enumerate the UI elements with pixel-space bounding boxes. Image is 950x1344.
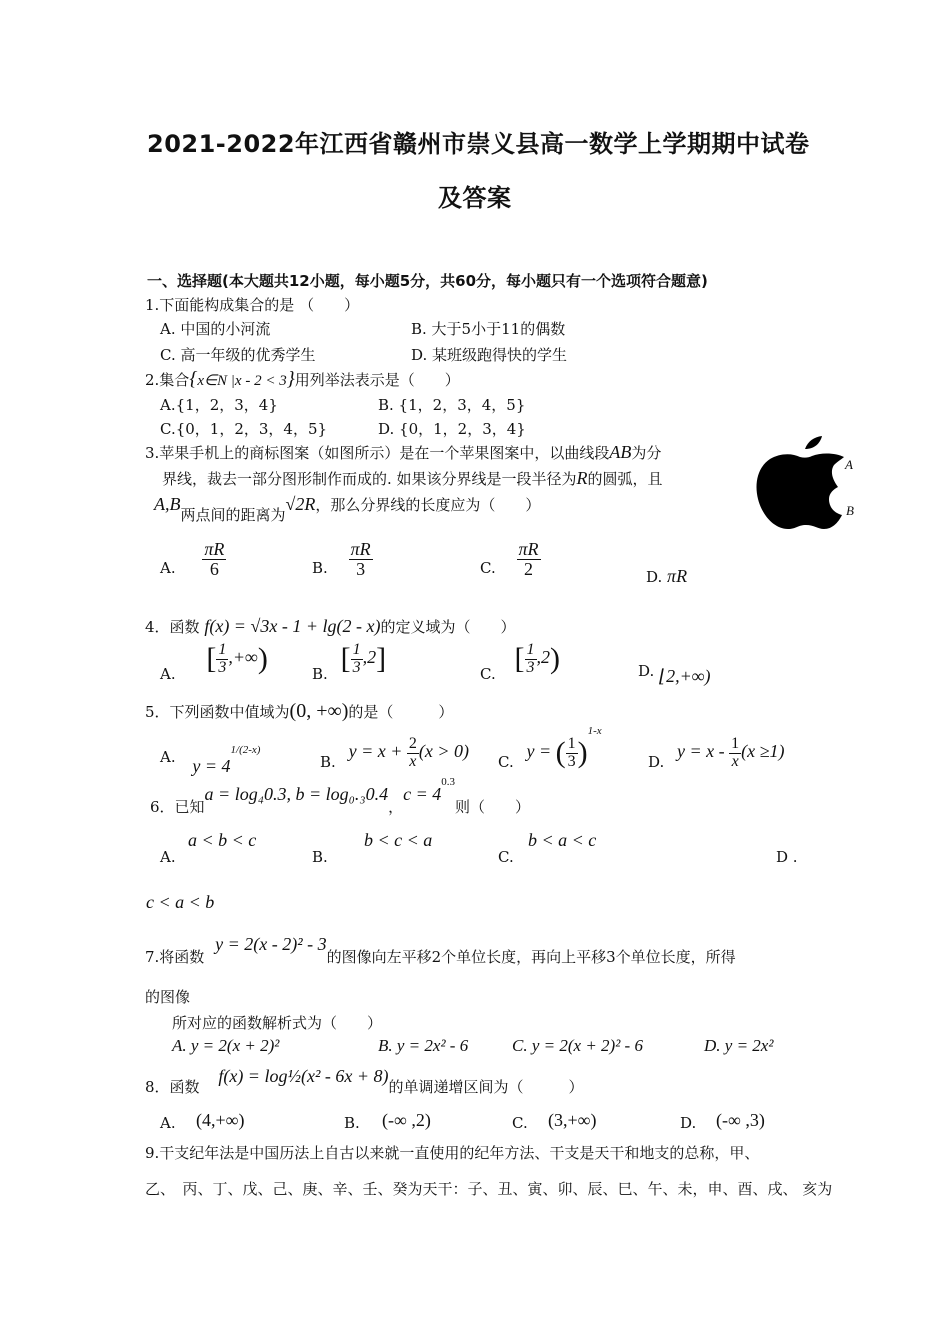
q7-function: y = 2(x - 2)² - 3: [215, 934, 327, 954]
q3-line2: 界线，裁去一部分图形制作而成的. 如果该分界线是一段半径为R的圆弧，且: [162, 468, 663, 488]
q7-line2: 的图像: [145, 988, 191, 1006]
q9-line1: 9.干支纪年法是中国历法上自古以来就一直使用的纪年方法、干支是天干和地支的总称，甲、: [145, 1144, 760, 1162]
q1-stem: 1.下面能构成集合的是 （ ）: [145, 296, 360, 314]
q3-r: R: [576, 468, 588, 488]
q8-option-a-value: (4,+∞): [196, 1110, 245, 1130]
q2-post: 用列举法表示是（ ）: [294, 371, 460, 389]
q8-function: f(x) = log½(x² - 6x + 8): [218, 1066, 389, 1086]
q7-line3: 所对应的函数解析式为（ ）: [172, 1014, 383, 1032]
apple-label-a: A: [845, 457, 853, 472]
q8-option-c: C.: [512, 1114, 528, 1132]
q8-stem: 8．函数 f(x) = log½(x² - 6x + 8)的单调递增区间为（ ）: [145, 1066, 584, 1096]
q7-option-a: A. y = 2(x + 2)²: [172, 1036, 280, 1055]
q9-line2: 乙、 丙、丁、戊、己、庚、辛、壬、癸为天干：子、丑、寅、卯、辰、巳、午、未，申、酉、戌、 亥为: [145, 1180, 833, 1198]
q3-option-a: A. $\frac{\pi R}{6}$: [160, 539, 225, 579]
q5-stem: 5．下列函数中值域为(0, +∞)的是（ ）: [145, 700, 454, 722]
q4-function: f(x) = √3x - 1 + lg(2 - x): [204, 616, 381, 636]
apple-logo-icon: [750, 435, 865, 535]
q4-option-c: C. [ $\frac{1}{3}$ ,2): [480, 641, 560, 684]
q1-option-a: A. 中国的小河流: [160, 320, 271, 338]
q6-option-a-value: a < b < c: [188, 830, 257, 850]
q6-option-a: A.: [160, 848, 176, 866]
q7-option-b: B. y = 2x² - 6: [378, 1036, 469, 1055]
q3-option-b: B. $\frac{\pi R}{3}$: [312, 539, 371, 579]
page-title: 2021-2022年江西省赣州市崇义县高一数学上学期期中试卷: [147, 130, 810, 158]
q8-option-d-value: (-∞ ,3): [716, 1110, 765, 1130]
q3-ab: AB: [609, 442, 632, 462]
q6-option-c: C.: [498, 848, 514, 866]
q3-option-d: D. πR: [646, 566, 688, 586]
apple-label-b: B: [846, 503, 854, 518]
apple-logo-figure: [750, 435, 865, 535]
q4-option-d: D. ⌊2,+∞): [638, 662, 711, 686]
q5-option-c: C. y = ( $\frac{1}{3}$ )$^{1-x}$: [498, 725, 602, 772]
q7-option-d: D. y = 2x²: [704, 1036, 774, 1055]
q6-option-b-value: b < c < a: [364, 830, 433, 850]
q7-stem: 7.将函数 y = 2(x - 2)² - 3的图像向左平移2个单位长度，再向上平移3个单位长度，所得: [145, 934, 736, 966]
q8-option-d: D.: [680, 1114, 697, 1132]
section-header: 一、选择题(本大题共12小题，每小题5分，共60分，每小题只有一个选项符合题意): [147, 272, 708, 290]
page-title-line2: 及答案: [438, 184, 512, 212]
q6-option-b: B.: [312, 848, 328, 866]
q3-line3: A,B两点间的距离为√2R，那么分界线的长度应为（ ）: [154, 494, 541, 524]
q7-option-c: C. y = 2(x + 2)² - 6: [512, 1036, 643, 1055]
q6-stem: 6．已知a = log₄0.3, b = log₀.₃0.4，$c = 4^{0.3}$则（ ）: [150, 776, 531, 816]
q6-option-c-value: b < a < c: [528, 830, 597, 850]
q8-option-b: B.: [344, 1114, 360, 1132]
q1-option-b: B. 大于5小于11的偶数: [411, 320, 566, 338]
q5-option-b: B. y = x + $\frac{2}{x}$ (x > 0): [320, 735, 469, 772]
q2-option-c: C.{0，1，2，3，4，5}: [160, 420, 328, 438]
q5-option-a: A. $y = 4^{1/(2-x)}$: [160, 744, 261, 776]
q4-stem: 4．函数 f(x) = √3x - 1 + lg(2 - x)的定义域为（ ）: [145, 616, 516, 636]
q3-option-c: C. $\frac{\pi R}{2}$: [480, 539, 539, 579]
q2-option-b: B. {1，2，3，4，5}: [378, 396, 526, 414]
q8-option-c-value: (3,+∞): [548, 1110, 597, 1130]
q2-option-a: A.{1，2，3，4}: [160, 396, 278, 414]
q6-option-d: D .: [776, 848, 798, 866]
q3-distance: √2R: [285, 494, 316, 514]
q1-option-d: D. 某班级跑得快的学生: [411, 346, 568, 364]
q2-set: x∈N |x - 2 < 3: [197, 373, 287, 389]
q2-option-d: D. {0，1，2，3，4}: [378, 420, 526, 438]
q4-option-b: B. [ $\frac{1}{3}$ ,2]: [312, 641, 387, 684]
q2-pre: 2.集合: [145, 371, 190, 389]
q6-a-b-expr: a = log₄0.3, b = log₀.₃0.4: [204, 784, 389, 804]
q8-option-b-value: (-∞ ,2): [382, 1110, 431, 1130]
q4-option-a: A. [ $\frac{1}{3}$ ,+∞): [160, 641, 268, 684]
q3-line1: 3.苹果手机上的商标图案（如图所示）是在一个苹果图案中，以曲线段AB为分: [145, 442, 662, 462]
q2-stem: 2.集合{x∈N |x - 2 < 3}用列举法表示是（ ）: [145, 368, 460, 390]
q6-option-d-value: c < a < b: [146, 892, 215, 912]
q8-option-a: A.: [160, 1114, 176, 1132]
q1-option-c: C. 高一年级的优秀学生: [160, 346, 316, 364]
q5-option-d: D. y = x - $\frac{1}{x}$ (x ≥1): [648, 735, 785, 772]
